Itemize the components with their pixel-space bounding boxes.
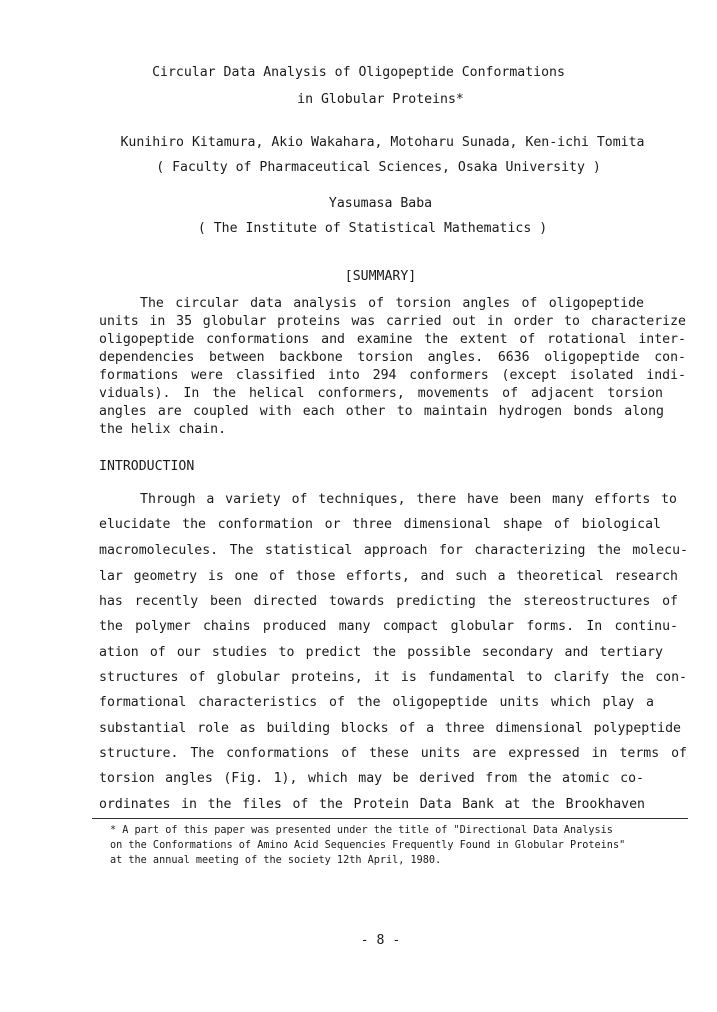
intro-line: torsion angles (Fig. 1), which may be derived from the atomic co- [99, 771, 644, 786]
intro-line: structures of globular proteins, it is fundamental to clarify the con- [99, 670, 687, 685]
intro-line: lar geometry is one of those efforts, and such a theoretical research [99, 569, 678, 584]
summary-line: units in 35 globular proteins was carried out in order to characterize [99, 314, 686, 329]
footnote-line: on the Conformations of Amino Acid Sequencies Frequently Found in Globular Proteins" [110, 840, 626, 851]
intro-line: structure. The conformations of these units are expressed in terms of [99, 746, 687, 761]
authors: Kunihiro Kitamura, Akio Wakahara, Motoharu Sunada, Ken-ichi Tomita [120, 135, 645, 150]
summary-line: The circular data analysis of torsion angles of oligopeptide [140, 296, 644, 311]
affiliation-2: ( The Institute of Statistical Mathematics ) [197, 221, 548, 236]
intro-line: ordinates in the files of the Protein Data Bank at the Brookhaven [99, 797, 645, 812]
summary-line: viduals). In the helical conformers, movements of adjacent torsion [99, 386, 663, 401]
footnote-divider [92, 818, 688, 819]
summary-line: oligopeptide conformations and examine the extent of rotational inter- [99, 332, 686, 347]
intro-line: Through a variety of techniques, there have been many efforts to [140, 492, 677, 507]
paper-title-line-2: in Globular Proteins* [297, 92, 464, 107]
introduction-heading: INTRODUCTION [99, 459, 195, 474]
paper-title-line-1: Circular Data Analysis of Oligopeptide Conformations [152, 65, 565, 80]
intro-line: macromolecules. The statistical approach for characterizing the molecu- [99, 543, 688, 558]
summary-line: formations were classified into 294 conformers (except isolated indi- [99, 368, 686, 383]
footnote-line: at the annual meeting of the society 12th April, 1980. [110, 855, 442, 866]
footnote-line: * A part of this paper was presented under the title of "Directional Data Analysis [110, 825, 613, 836]
intro-line: substantial role as building blocks of a three dimensional polypeptide [99, 721, 681, 736]
summary-heading: [SUMMARY] [344, 269, 417, 284]
summary-line: dependencies between backbone torsion angles. 6636 oligopeptide con- [99, 350, 686, 365]
intro-line: elucidate the conformation or three dimensional shape of biological [99, 517, 661, 532]
intro-line: the polymer chains produced many compact globular forms. In continu- [99, 619, 678, 634]
summary-line: the helix chain. [99, 422, 227, 437]
author-2: Yasumasa Baba [328, 196, 433, 211]
summary-line: angles are coupled with each other to maintain hydrogen bonds along [99, 404, 664, 419]
intro-line: formational characteristics of the oligopeptide units which play a [99, 695, 654, 710]
affiliation-1: ( Faculty of Pharmaceutical Sciences, Osaka University ) [156, 160, 601, 175]
page-number: - 8 - [360, 933, 401, 948]
intro-line: ation of our studies to predict the possible secondary and tertiary [99, 645, 663, 660]
intro-line: has recently been directed towards predicting the stereostructures of [99, 594, 678, 609]
